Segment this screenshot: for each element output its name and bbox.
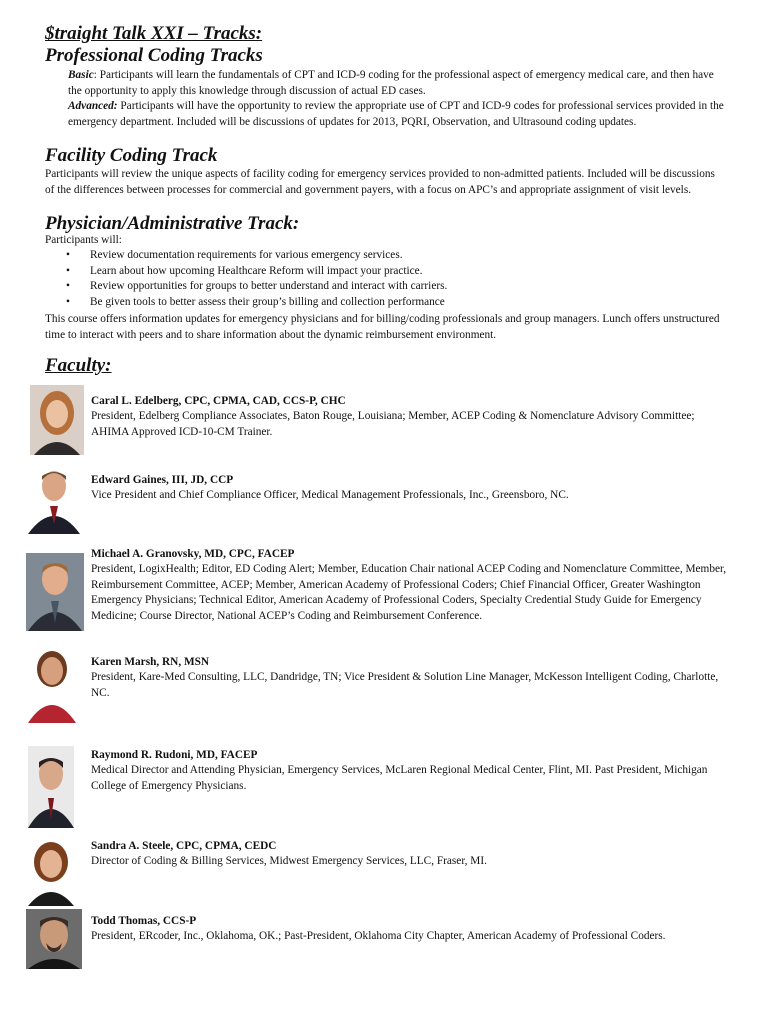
faculty-photo bbox=[26, 909, 82, 969]
physician-bullet-list bbox=[64, 248, 447, 310]
faculty-name: Edward Gaines, III, JD, CCP bbox=[91, 474, 234, 486]
portrait-man-icon bbox=[26, 553, 84, 631]
physician-heading: Physician/Administrative Track: bbox=[45, 213, 300, 234]
faculty-heading: Faculty: bbox=[45, 355, 112, 376]
facility-heading: Facility Coding Track bbox=[45, 145, 218, 166]
faculty-description: President, LogixHealth; Editor, ED Coding Alert; Member, Education Chair national ACEP Coding and Nomenclature Committee, Member, Reimbursement Committee, ACEP; Member, American Academy of Professional Coders; Chief Financial Officer, Greater Washington Emergency Physicians; Technical Editor, American Academy of Professional Coders, Specialty Credential Study Guide for Emergency Medicine; Course Director, National ACEP’s Coding and Reimbursement Conference. bbox=[91, 563, 727, 622]
advanced-text: Participants will have the opportunity to review the appropriate use of CPT and ICD-9 codes for professional services provided in the emergency department. Included will be discussions of updates for 2013, PQRI, Observation, and Ultrasound coding updates. bbox=[68, 100, 724, 128]
faculty-name: Michael A. Granovsky, MD, CPC, FACEP bbox=[91, 548, 295, 560]
basic-text: : Participants will learn the fundamentals of CPT and ICD-9 coding for the professional aspect of emergency medical care, and then have the opportunity to apply this knowledge through discussion of actual ED cases. bbox=[68, 69, 714, 97]
faculty-photo bbox=[28, 746, 74, 828]
faculty-name: Sandra A. Steele, CPC, CPMA, CEDC bbox=[91, 840, 277, 852]
physician-closing: This course offers information updates for emergency physicians and for billing/coding professionals and group managers. Lunch offers unstructured time to interact with peers and to share information about the dynamic reimbursement environment. bbox=[45, 313, 720, 341]
physician-intro: Participants will: bbox=[45, 234, 122, 246]
basic-track-paragraph bbox=[68, 68, 724, 99]
facility-paragraph: Participants will review the unique aspects of facility coding for emergency services provided to non-admitted patients. Included will be discussions of the differences between processes for commercial and government payers, with a focus on APC’s and appropriate assignment of visit levels. bbox=[45, 168, 715, 196]
faculty-photo bbox=[26, 643, 78, 723]
portrait-woman-icon bbox=[26, 643, 78, 723]
portrait-man-icon bbox=[28, 746, 74, 828]
list-item: • Review opportunities for groups to better understand and interact with carriers. bbox=[64, 279, 447, 295]
portrait-woman-icon bbox=[26, 836, 76, 906]
faculty-name: Caral L. Edelberg, CPC, CPMA, CAD, CCS-P, CHC bbox=[91, 395, 346, 407]
faculty-name: Todd Thomas, CCS-P bbox=[91, 915, 197, 927]
faculty-photo bbox=[26, 553, 84, 631]
faculty-photo bbox=[30, 385, 84, 455]
faculty-description: President, Edelberg Compliance Associates, Baton Rouge, Louisiana; Member, ACEP Coding & Nomenclature Advisory Committee; AHIMA Approved ICD-10-CM Trainer. bbox=[91, 410, 695, 438]
advanced-label: Advanced: bbox=[68, 100, 118, 112]
portrait-man-icon bbox=[26, 464, 82, 534]
portrait-man-icon bbox=[26, 909, 82, 969]
faculty-description: President, ERcoder, Inc., Oklahoma, OK.; Past-President, Oklahoma City Chapter, American Academy of Professional Coders. bbox=[91, 930, 666, 942]
faculty-description: Director of Coding & Billing Services, Midwest Emergency Services, LLC, Fraser, MI. bbox=[91, 855, 487, 867]
portrait-woman-icon bbox=[30, 385, 84, 455]
basic-label: Basic bbox=[68, 69, 94, 81]
faculty-description: Medical Director and Attending Physician, Emergency Services, McLaren Regional Medical Center, Flint, MI. Past President, Michigan College of Emergency Physicians. bbox=[91, 764, 708, 792]
faculty-description: Vice President and Chief Compliance Officer, Medical Management Professionals, Inc., Greensboro, NC. bbox=[91, 489, 569, 501]
faculty-photo bbox=[26, 836, 76, 906]
faculty-name: Raymond R. Rudoni, MD, FACEP bbox=[91, 749, 258, 761]
professional-coding-heading: Professional Coding Tracks bbox=[45, 45, 263, 66]
list-item: • Review documentation requirements for various emergency services. bbox=[64, 248, 447, 264]
faculty-name: Karen Marsh, RN, MSN bbox=[91, 656, 210, 668]
list-item: • Be given tools to better assess their group’s billing and collection performance bbox=[64, 295, 447, 311]
list-item: • Learn about how upcoming Healthcare Reform will impact your practice. bbox=[64, 264, 447, 280]
document-title: $traight Talk XXI – Tracks: bbox=[45, 23, 263, 44]
faculty-description: President, Kare-Med Consulting, LLC, Dandridge, TN; Vice President & Solution Line Manager, McKesson Intelligent Coding, Charlotte, NC. bbox=[91, 671, 719, 699]
advanced-track-paragraph bbox=[68, 99, 724, 130]
faculty-photo bbox=[26, 464, 82, 534]
